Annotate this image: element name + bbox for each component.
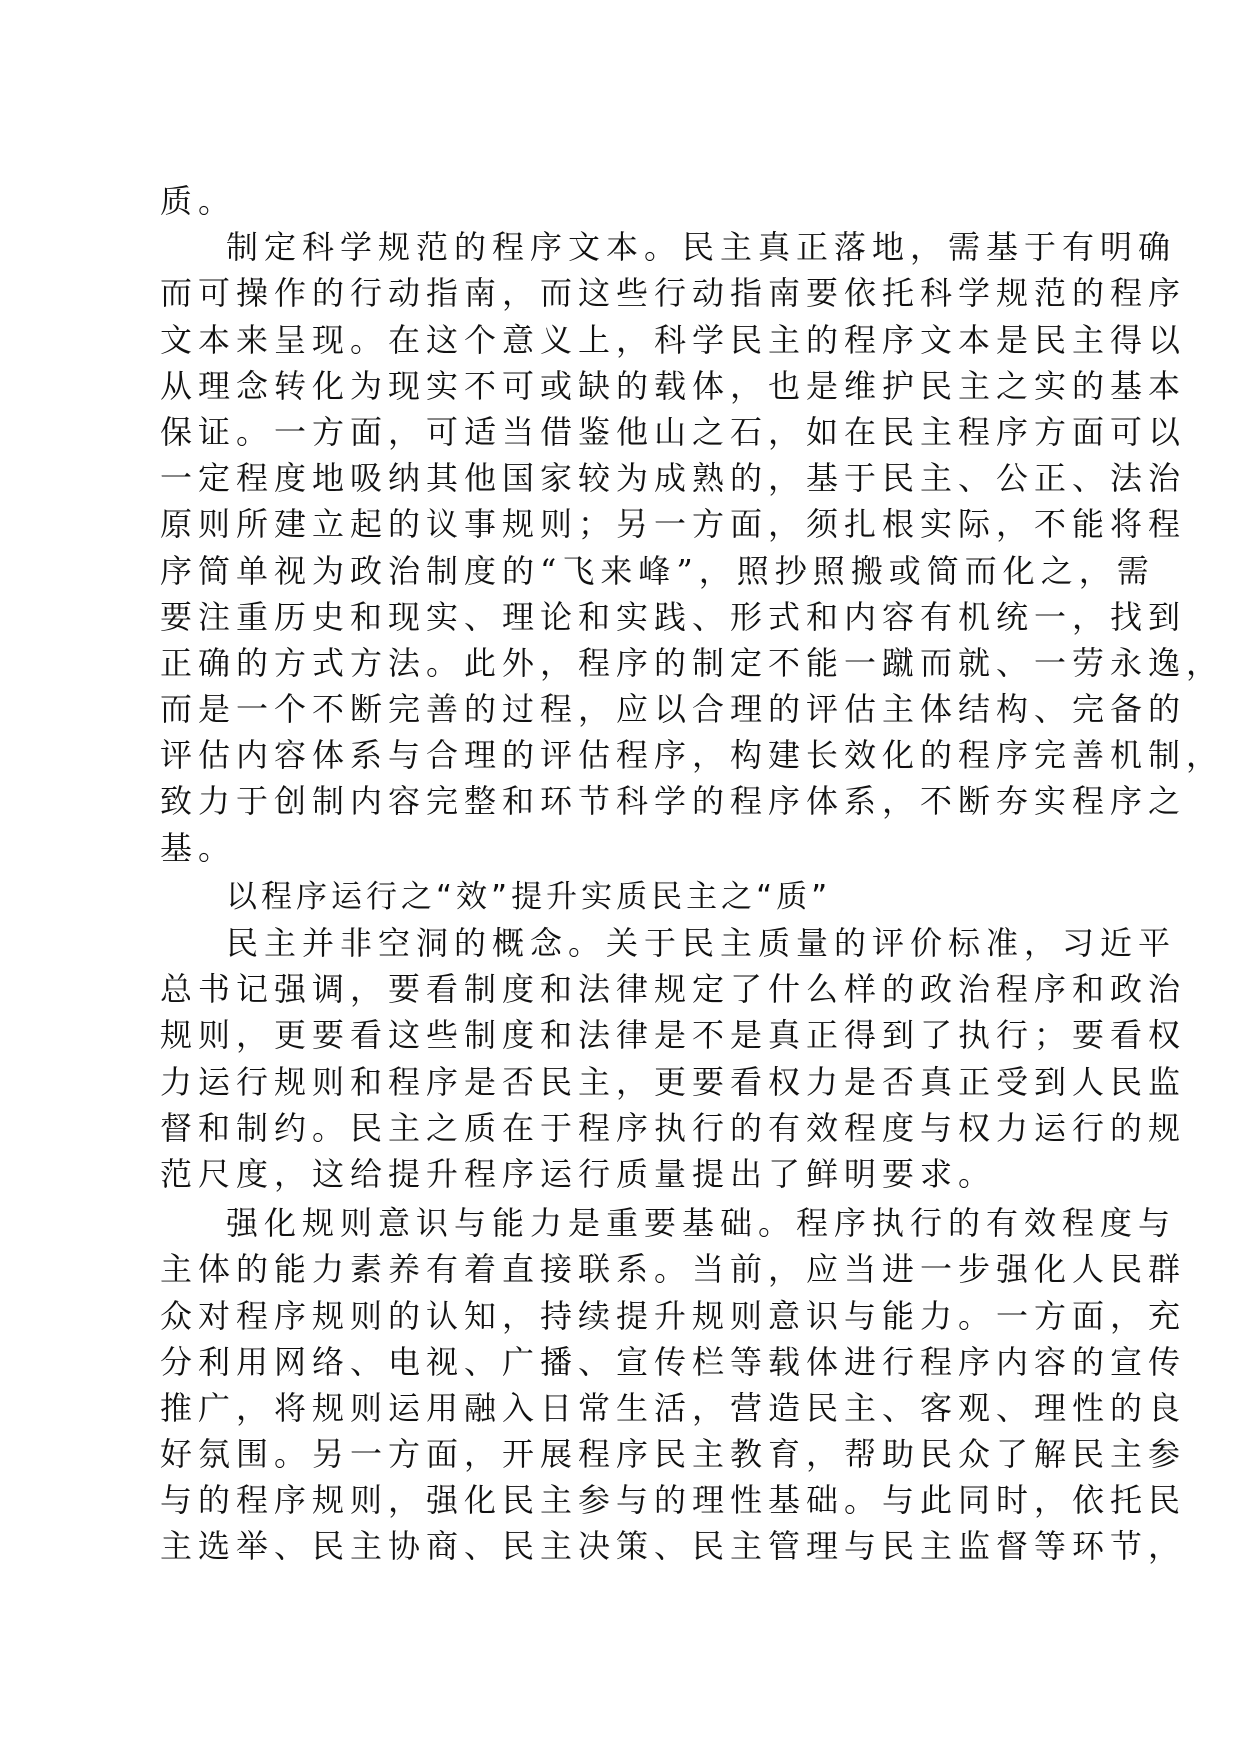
document-page xyxy=(160,178,1225,1570)
text-line: 基。 xyxy=(160,828,237,867)
text-line: 评估内容体系与合理的评估程序，构建长效化的程序完善机制， xyxy=(160,736,1225,775)
text-line: 从理念转化为现实不可或缺的载体，也是维护民主之实的基本 xyxy=(160,366,1187,405)
text-line: 原则所建立起的议事规则；另一方面，须扎根实际，不能将程 xyxy=(160,505,1187,544)
text-line: 要注重历史和现实、理论和实践、形式和内容有机统一，找到 xyxy=(160,597,1187,636)
paragraph-start-line: 制定科学规范的程序文本。民主真正落地，需基于有明确 xyxy=(226,228,1177,267)
text-line: 规则，更要看这些制度和法律是不是真正得到了执行；要看权 xyxy=(160,1016,1187,1055)
text-line: 督和制约。民主之质在于程序执行的有效程度与权力运行的规 xyxy=(160,1108,1187,1147)
text-line: 质。 xyxy=(160,182,237,220)
text-line: 而可操作的行动指南，而这些行动指南要依托科学规范的程序 xyxy=(160,274,1187,313)
text-line: 主体的能力素养有着直接联系。当前，应当进一步强化人民群 xyxy=(160,1250,1187,1289)
paragraph-start-line: 强化规则意识与能力是重要基础。程序执行的有效程度与 xyxy=(226,1204,1177,1243)
text-line: 保证。一方面，可适当借鉴他山之石，如在民主程序方面可以 xyxy=(160,412,1187,451)
text-line: 众对程序规则的认知，持续提升规则意识与能力。一方面，充 xyxy=(160,1296,1187,1335)
text-line: 而是一个不断完善的过程，应以合理的评估主体结构、完备的 xyxy=(160,690,1187,729)
text-line: 分利用网络、电视、广播、宣传栏等载体进行程序内容的宣传 xyxy=(160,1342,1187,1381)
text-line: 主选举、民主协商、民主决策、民主管理与民主监督等环节， xyxy=(160,1527,1187,1566)
text-line: 好氛围。另一方面，开展程序民主教育，帮助民众了解民主参 xyxy=(160,1435,1187,1474)
text-line: 推广，将规则运用融入日常生活，营造民主、客观、理性的良 xyxy=(160,1388,1187,1427)
section-heading: 以程序运行之“效”提升实质民主之“质” xyxy=(226,878,832,915)
text-line: 总书记强调，要看制度和法律规定了什么样的政治程序和政治 xyxy=(160,970,1187,1009)
text-line: 一定程度地吸纳其他国家较为成熟的，基于民主、公正、法治 xyxy=(160,459,1187,498)
text-line: 序简单视为政治制度的“飞来峰”，照抄照搬或简而化之，需 xyxy=(160,551,1155,590)
text-line: 力运行规则和程序是否民主，更要看权力是否真正受到人民监 xyxy=(160,1062,1187,1101)
text-line: 致力于创制内容完整和环节科学的程序体系，不断夯实程序之 xyxy=(160,782,1187,821)
text-line: 与的程序规则，强化民主参与的理性基础。与此同时，依托民 xyxy=(160,1481,1187,1520)
text-line: 范尺度，这给提升程序运行质量提出了鲜明要求。 xyxy=(160,1154,997,1193)
paragraph-start-line: 民主并非空洞的概念。关于民主质量的评价标准，习近平 xyxy=(226,924,1177,962)
text-line: 文本来呈现。在这个意义上，科学民主的程序文本是民主得以 xyxy=(160,320,1187,359)
text-line: 正确的方式方法。此外，程序的制定不能一蹴而就、一劳永逸， xyxy=(160,643,1225,682)
